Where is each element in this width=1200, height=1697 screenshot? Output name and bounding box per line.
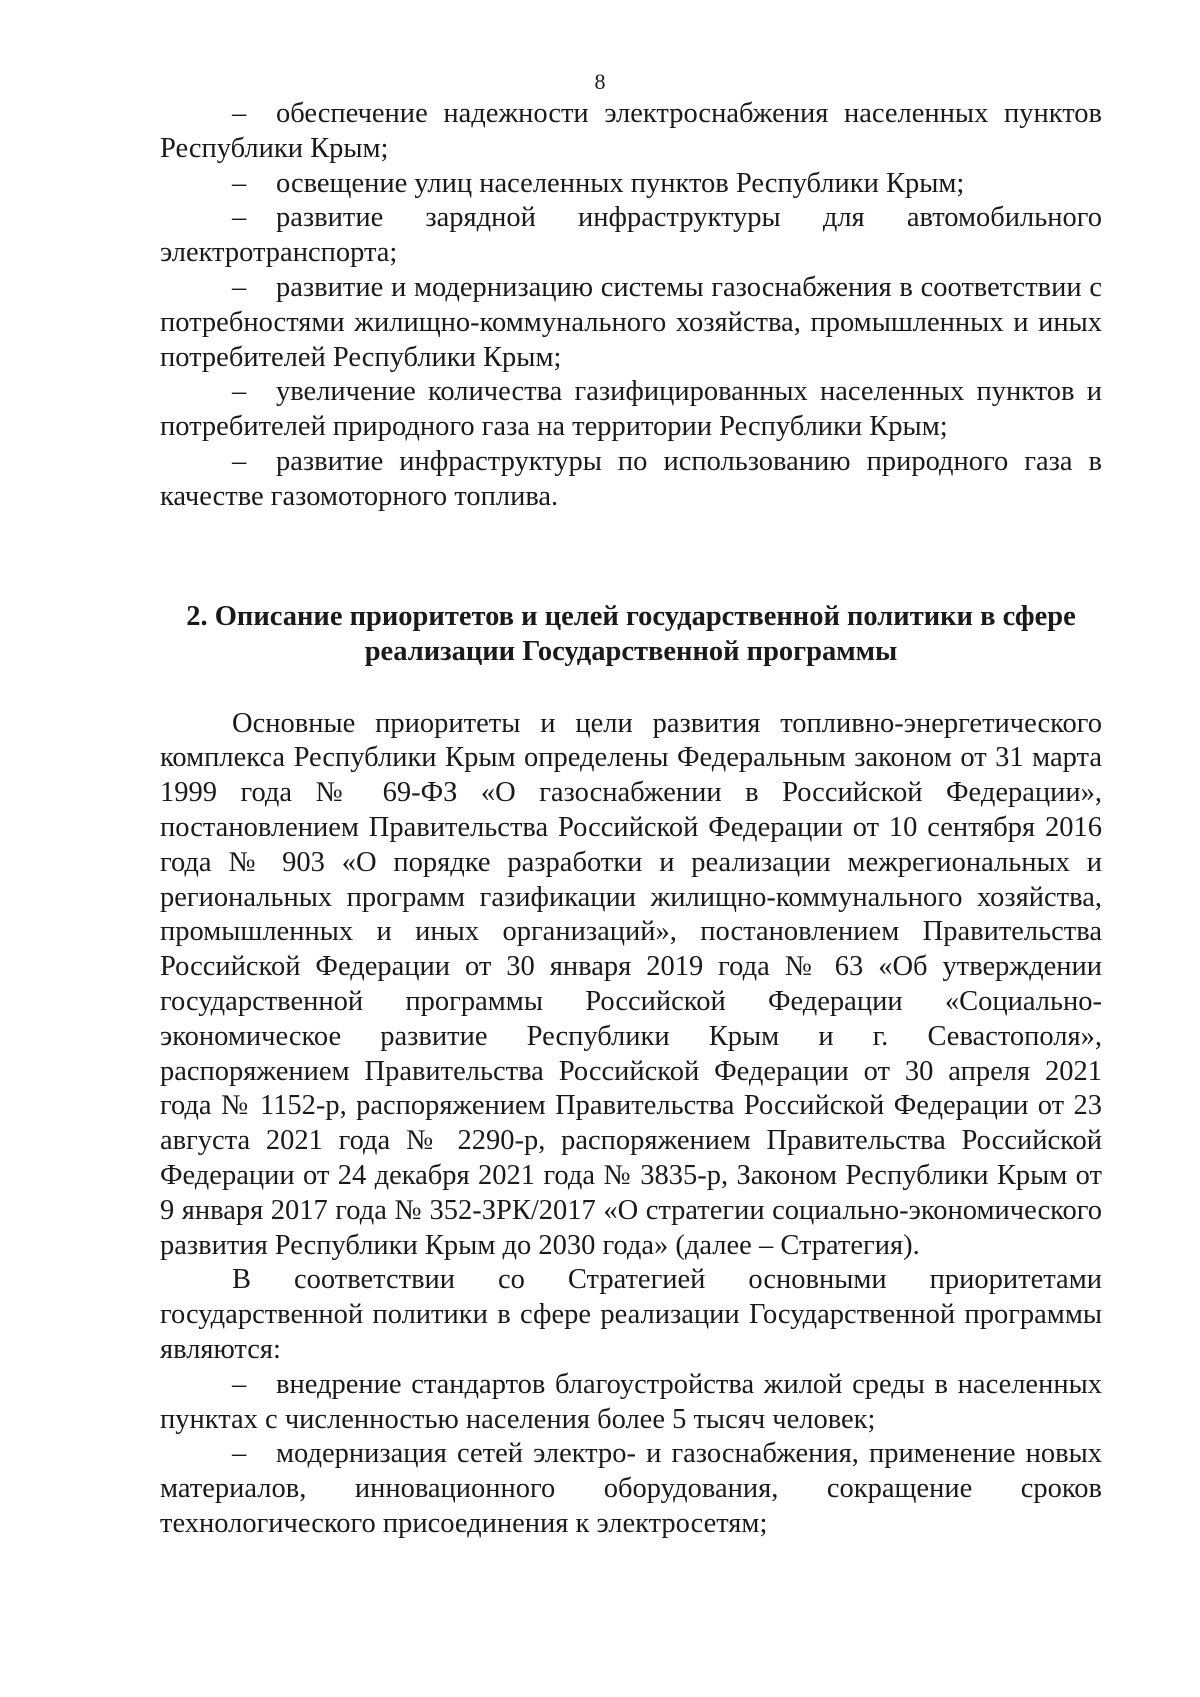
dash: –: [232, 167, 247, 199]
dash: –: [232, 376, 247, 408]
list-item-text: модернизация сетей электро- и газоснабжения, применение новых материалов, инновационного оборудования, сокращение сроков технологического присоединения к электросетям;: [160, 1438, 1102, 1539]
list-item-text: освещение улиц населенных пунктов Республики Крым;: [276, 167, 965, 199]
section-title-line: реализации Государственной программы: [364, 635, 898, 667]
section-title: [160, 599, 1102, 669]
list-item: [160, 167, 1102, 202]
list-item: [160, 97, 1102, 167]
list-item-text: увеличение количества газифицированных населенных пунктов и потребителей природного газа на территории Республики Крым;: [160, 376, 1102, 443]
list-item: [160, 271, 1102, 375]
page-number: 8: [594, 69, 606, 94]
body-paragraph: Основные приоритеты и цели развития топливно-энергетического комплекса Республики Крым определены Федеральным законом от 31 марта 1999 года № 69-ФЗ «О газоснабжении в Российской Федерации», постановлением Правительства Российской Федерации от 10 сентября 2016 года № 903 «О порядке разработки и реализации межрегиональных и региональных программ газификации жилищно-коммунального хозяйства, промышленных и иных организаций», постановлением Правительства Российской Федерации от 30 января 2019 года № 63 «Об утверждении государственной программы Российской Федерации «Социально-экономическое развитие Республики Крым и г. Севастополя», распоряжением Правительства Российской Федерации от 30 апреля 2021 года № 1152-р, распоряжением Правительства Российской Федерации от 23 августа 2021 года № 2290-р, распоряжением Правительства Российской Федерации от 24 декабря 2021 года № 3835-р, Законом Республики Крым от 9 января 2017 года № 352-ЗРК/2017 «О стратегии социально-экономического развития Республики Крым до 2030 года» (далее – Стратегия).: [160, 707, 1102, 1261]
dash: –: [232, 1438, 247, 1470]
list-item: [160, 1368, 1102, 1438]
priority-bullet-list: [160, 1368, 1102, 1542]
body-paragraph: В соответствии со Стратегией основными приоритетами государственной политики в сфере реализации Государственной программы являются:: [160, 1264, 1102, 1365]
list-item-text: обеспечение надежности электроснабжения населенных пунктов Республики Крым;: [160, 98, 1102, 164]
page-content: [160, 97, 1102, 1542]
section-title-line: 2. Описание приоритетов и целей государственной политики в сфере: [186, 600, 1076, 632]
dash: –: [232, 98, 247, 129]
list-item: [160, 1437, 1102, 1541]
list-item-text: развитие инфраструктуры по использованию природного газа в качестве газомоторного топлива.: [160, 445, 1102, 512]
intro-bullet-list: [160, 97, 1102, 515]
dash: –: [232, 202, 247, 234]
dash: –: [232, 1368, 247, 1400]
dash: –: [232, 271, 247, 303]
list-item: [160, 445, 1102, 515]
list-item: [160, 201, 1102, 271]
dash: –: [232, 445, 247, 477]
list-item: [160, 375, 1102, 445]
list-item-text: развитие зарядной инфраструктуры для автомобильного электротранспорта;: [160, 202, 1102, 269]
list-item-text: развитие и модернизацию системы газоснабжения в соответствии с потребностями жилищно-коммунального хозяйства, промышленных и иных потребителей Республики Крым;: [160, 271, 1102, 373]
list-item-text: внедрение стандартов благоустройства жилой среды в населенных пунктах с численностью населения более 5 тысяч человек;: [160, 1368, 1102, 1435]
